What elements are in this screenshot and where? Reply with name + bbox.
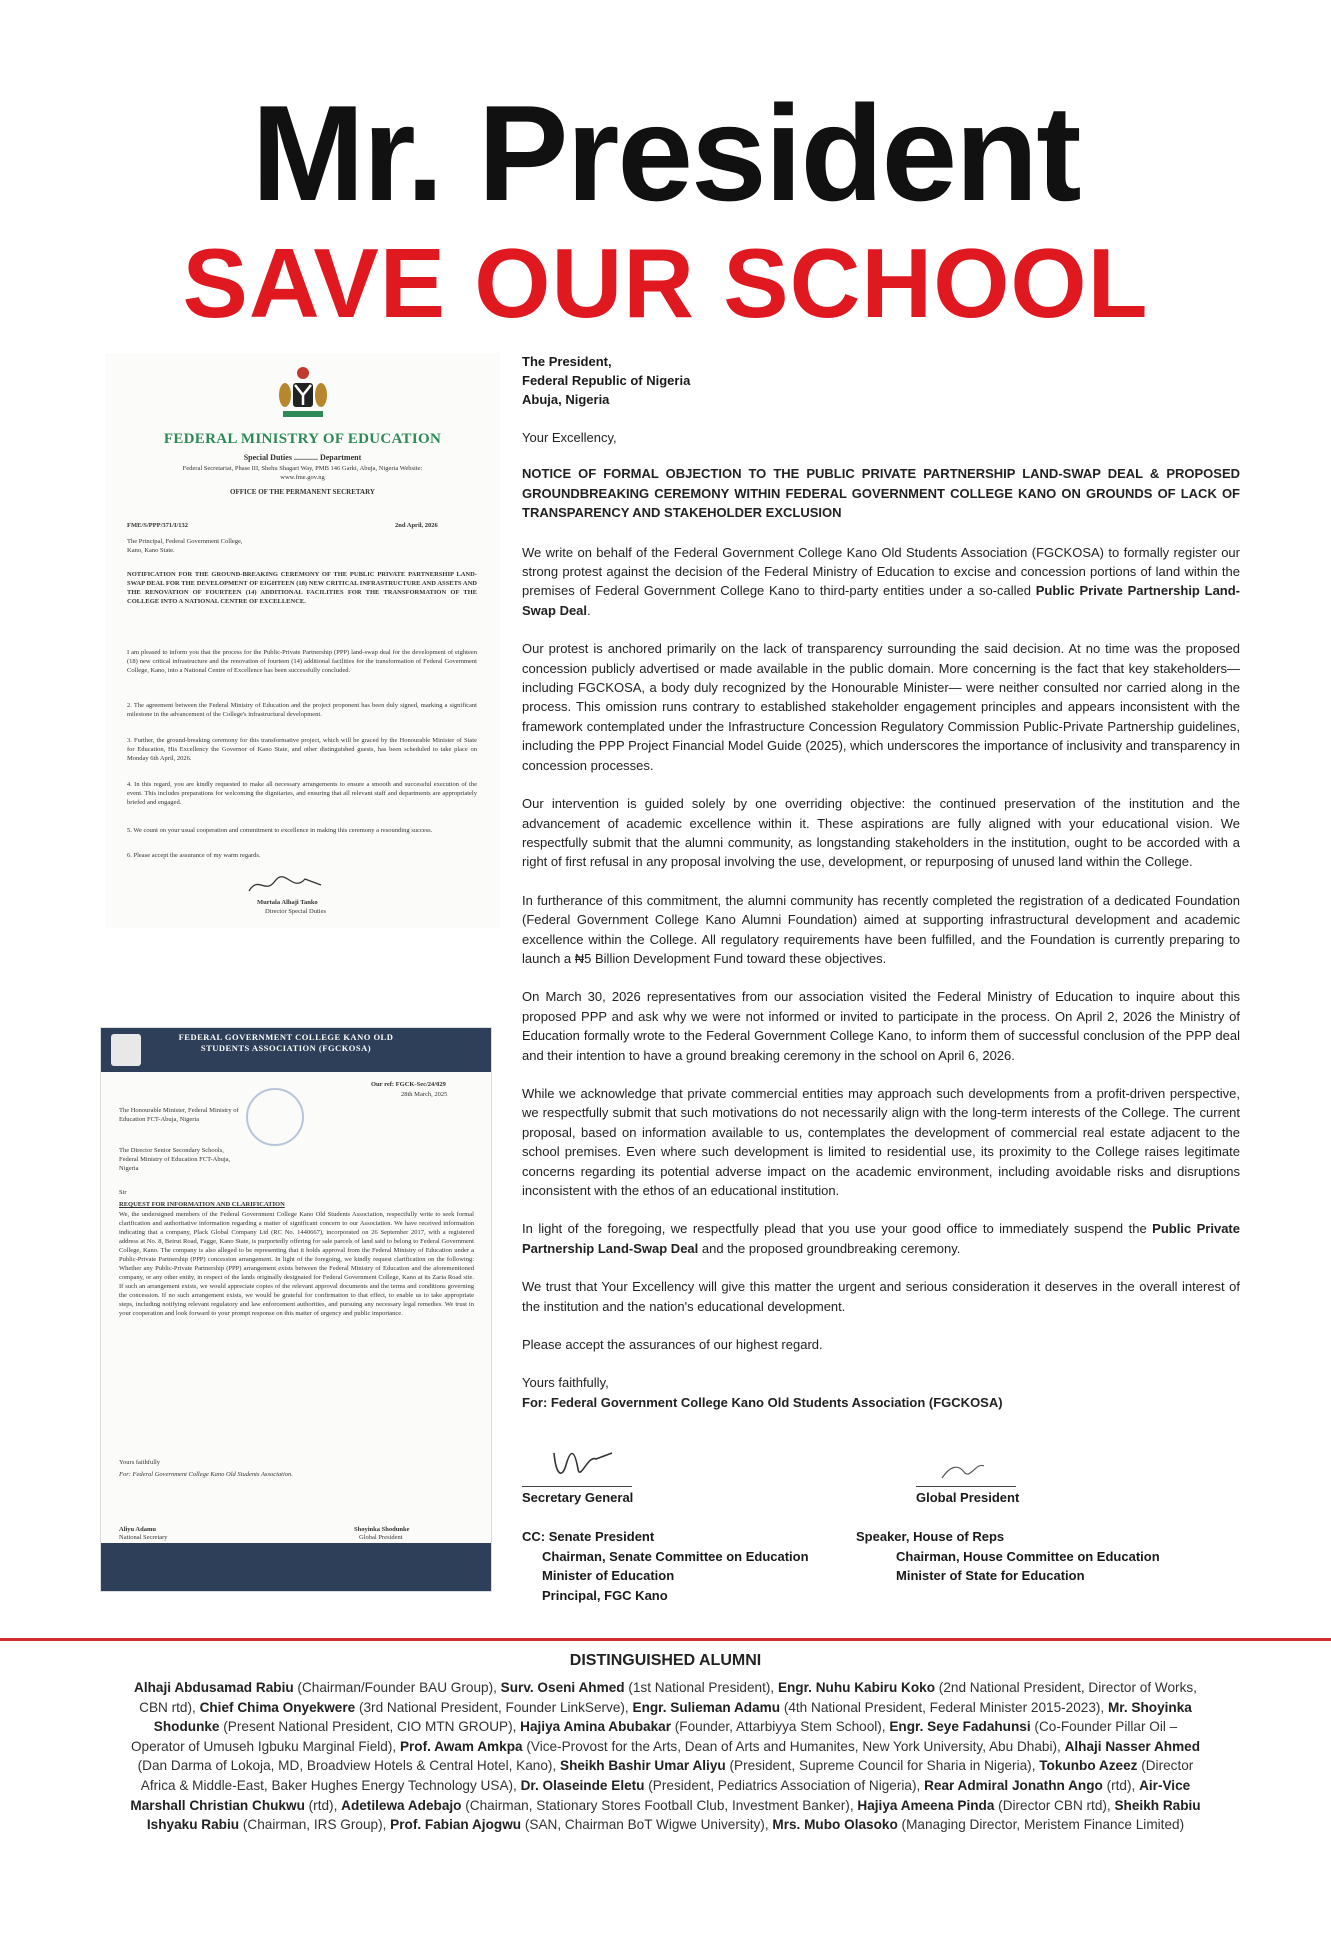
cc-right-head: Speaker, House of Reps (856, 1529, 1005, 1544)
fgckosa-signer-2-title: Global President (359, 1534, 403, 1541)
alumni-role: (Vice-Provost for the Arts, Dean of Arts and Humanites, New York University, Abu Dhabi), (522, 1738, 1065, 1754)
alumni-role: (Founder, Attarbiyya Stem School), (671, 1719, 890, 1735)
president-signature-line (916, 1486, 1016, 1487)
letter-subject: NOTICE OF FORMAL OBJECTION TO THE PUBLIC PRIVATE PARTNERSHIP LAND-SWAP DEAL & PROPOSED GROUNDBREAKING CEREMONY WITHIN FEDERAL GOVERNMENT COLLEGE KANO ON GROUNDS OF LACK OF TRANSPARENCY AND STAKEHOLDER EXCLUSION (522, 466, 1240, 521)
alumni-name: Dr. Olaseinde Eletu (520, 1777, 645, 1793)
para-1: We write on behalf of the Federal Government College Kano Old Students Association (FGCKOSA) to formally register our strong protest against the decision of the Federal Ministry of Education to excise and concession portions of land within the premises of Federal Government College Kano to third-party entities under a so-called Public Private Partnership Land-Swap Deal. (522, 544, 1241, 618)
letter-body (522, 428, 1240, 1412)
alumni-list (130, 1678, 1201, 1835)
salutation: Your Excellency, (522, 430, 617, 445)
cc-left-block (522, 1527, 809, 1605)
alumni-name: Hajiya Ameena Pinda (857, 1797, 995, 1813)
fgckosa-recipient-2: The Director Senior Secondary Schools, Federal Ministry of Education FCT-Abuja, Nigeria (119, 1147, 231, 1172)
ministry-para-2: 2. The agreement between the Federal Ministry of Education and the project proponent has been duly signed, marking a significant milestone in the advancement of the College's infrastructural development. (127, 702, 477, 718)
cc-item: Minister of Education (542, 1568, 675, 1583)
received-stamp-icon (246, 1088, 304, 1146)
letter-for: For: Federal Government College Kano Old Students Association (FGCKOSA) (522, 1394, 1003, 1410)
address-line-2: Federal Republic of Nigeria (522, 373, 691, 388)
ministry-signer: Murtala Alhaji Tanko (257, 899, 318, 906)
alumni-name: Rear Admiral Jonathn Ango (924, 1777, 1103, 1793)
alumni-name: Alhaji Abdusamad Rabiu (134, 1680, 294, 1695)
fgckosa-banner-title: FEDERAL GOVERNMENT COLLEGE KANO OLD STUDENTS ASSOCIATION (FGCKOSA) (178, 1032, 394, 1053)
fgckosa-logo-icon (111, 1034, 141, 1066)
section-divider (0, 1638, 1331, 1641)
ministry-para-1: I am pleased to inform you that the process for the Public-Private Partnership (PPP) land-swap deal for the development of eighteen (18) new critical infrastructure and the renovation of fourteen (14) additional facilities for the transformation of Federal Government College, Kano, into a National Centre of Excellence has been successfully concluded. (127, 649, 477, 674)
alumni-name: Surv. Oseni Ahmed (500, 1680, 625, 1695)
fgckosa-signer-1: Aliyu Adamu (119, 1526, 157, 1533)
ministry-name: FEDERAL MINISTRY OF EDUCATION (163, 431, 442, 447)
ministry-ref: FME/S/PPP/371/I/132 (127, 522, 189, 529)
ministry-para-5: 5. We count on your usual cooperation and commitment to excellence in making this ceremony a resounding success. (127, 827, 433, 834)
alumni-name: Air-Vice Marshall Christian Chukwu (130, 1777, 1191, 1813)
ministry-recipient: The Principal, Federal Government College, Kano, Kano State. (127, 538, 243, 554)
ministry-address: Federal Secretariat, Phase III, Shehu Shagari Way, PMB 146 Garki, Abuja, Nigeria Website: www.fme.gov.ng (182, 465, 423, 481)
secretary-signature-line (522, 1486, 632, 1487)
ppp-deal-emphasis-2: Public Private Partnership Land-Swap Deal (522, 1221, 1240, 1256)
fgckosa-banner (101, 1028, 491, 1072)
alumni-role: (Dan Darma of Lokoja, MD, Broadview Hotels & Central Hotel, Kano), (137, 1758, 560, 1774)
ministry-letter-scan (105, 353, 500, 928)
ministry-para-6: 6. Please accept the assurance of my warm regards. (127, 852, 261, 859)
ministry-date: 2nd April, 2026 (395, 522, 438, 529)
para-6: While we acknowledge that private commercial entities may approach such developments from a profit-driven perspective, we respectfully submit that such motivations do not necessarily align with the long-term interests of the College. The current proposal, based on information available to us, contemplates the development of commercial real estate adjacent to the school premises. Even where such development is limited to residential use, its proximity to the College raises legitimate concerns regarding its potential adverse impact on the academic environment, including avoidable risks and disruptions inconsistent with the ethos of an educational institution. (522, 1085, 1240, 1198)
alumni-name: Engr. Sulieman Adamu (632, 1699, 781, 1715)
nigeria-coat-of-arms-icon (275, 365, 331, 423)
ministry-para-4: 4. In this regard, you are kindly requested to make all necessary arrangements to ensure a smooth and successful execution of the event. This includes preparations for welcoming the dignitaries, and ensuring that all relevant staff and departments are appropriately briefed and engaged. (127, 781, 477, 806)
alumni-name: Mr. Shoyinka Shodunke (153, 1699, 1192, 1735)
para-8: We trust that Your Excellency will give this matter the urgent and serious consideration it deserves in the overall interest of the institution and the nation's educational development. (522, 1279, 1240, 1314)
fgckosa-subject: REQUEST FOR INFORMATION AND CLARIFICATION (119, 1201, 285, 1208)
fgckosa-ref: Our ref: FGCK-Sec/24/029 (371, 1081, 446, 1088)
alumni-role: (SAN, Chairman BoT Wigwe University), (521, 1817, 773, 1833)
fgckosa-salutation: Sir (119, 1189, 127, 1196)
cc-item: Chairman, Senate Committee on Education (542, 1548, 809, 1564)
alumni-role: (President, Supreme Council for Sharia in Nigeria), (725, 1758, 1040, 1774)
para-2: Our protest is anchored primarily on the lack of transparency surrounding the said decision. At no time was the proposed concession publicly advertised or made available in the public domain. More concerning is the fact that key stakeholders—including FGCKOSA, a body duly recognized by the Honourable Minister— were neither consulted nor carried along in the process. This omission runs contrary to established stakeholder engagement principles and appears inconsistent with the framework contemplated under the Infrastructure Concession Regulatory Commission Public-Private Partnership guidelines, including the PPP Project Financial Model Guide (2025), which underscores the importance of inclusivity and transparency in concession processes. (522, 641, 1240, 773)
alumni-role: (Managing Director, Meristem Finance Limited) (897, 1817, 1185, 1833)
alumni-role: (Director Africa & Middle-East, Baker Hughes Energy Technology USA), (140, 1758, 1194, 1793)
address-line-1: The President, (522, 354, 612, 369)
global-president-label: Global President (916, 1490, 1020, 1505)
alumni-name: Sheikh Bashir Umar Aliyu (560, 1758, 726, 1774)
alumni-name: Engr. Seye Fadahunsi (889, 1719, 1031, 1735)
cc-item: Principal, FGC Kano (542, 1587, 668, 1603)
para-9: Please accept the assurances of our highest regard. (522, 1337, 823, 1353)
fgckosa-signer-1-title: National Secretary (119, 1534, 168, 1541)
address-line-3: Abuja, Nigeria (522, 392, 610, 407)
letter-address (522, 352, 690, 409)
alumni-name: Adetilewa Adebajo (341, 1797, 462, 1813)
cc-right-block (856, 1527, 1160, 1586)
secretary-signature-icon (548, 1445, 618, 1485)
secretary-general-label: Secretary General (522, 1490, 634, 1505)
alumni-role: (rtd), (304, 1797, 342, 1813)
para-7: In light of the foregoing, we respectfully plead that you use your good office to immediately suspend the Public Private Partnership Land-Swap Deal and the proposed groundbreaking ceremony. (522, 1221, 1240, 1256)
alumni-role: (4th National President, Federal Minister 2015-2023), (780, 1699, 1108, 1715)
ministry-signature-icon (245, 873, 325, 897)
alumni-role: (Chairman/Founder BAU Group), (293, 1680, 501, 1695)
ministry-department: Special Duties ............ Department (243, 453, 362, 462)
alumni-name: Hajiya Amina Abubakar (520, 1719, 671, 1735)
cc-label: CC: Senate President (522, 1529, 655, 1544)
ministry-subject: NOTIFICATION FOR THE GROUND-BREAKING CEREMONY OF THE PUBLIC PRIVATE PARTNERSHIP LAND-SWAP DEAL FOR THE DEVELOPMENT OF EIGHTEEN (18) NEW CRITICAL INFRASTRUCTURE AND ASSETS AND THE RENOVATION OF FOURTEEN (14) ADDITIONAL FACILITIES FOR THE TRANSFORMATION OF THE COLLEGE INTO A NATIONAL CENTRE OF EXCELLENCE. (127, 571, 477, 605)
para-3: Our intervention is guided solely by one overriding objective: the continued preservation of the institution and the advancement of academic excellence within it. These aspirations are fully aligned with your educational vision. We respectfully submit that the alumni community, as longstanding stakeholders in the institution, ought to be accorded with a right of first refusal in any proposal involving the use, development, or repurposing of unused land within the College. (522, 796, 1240, 870)
alumni-name: Prof. Awam Amkpa (399, 1738, 523, 1754)
alumni-name: Tokunbo Azeez (1039, 1758, 1138, 1774)
para-5: On March 30, 2026 representatives from our association visited the Federal Ministry of Education to inquire about this proposed PPP and ask why we were not informed or invited to participate in the process. On April 2, 2026 the Ministry of Education formally wrote to the Federal Government College Kano, to inform them of successful conclusion of the PPP deal and their intention to have a ground breaking ceremony in the school on April 6, 2026. (522, 989, 1240, 1063)
alumni-role: (3rd National President, Founder LinkServe), (355, 1699, 633, 1715)
fgckosa-close: Yours faithfully (119, 1459, 161, 1466)
cc-item: Minister of State for Education (896, 1568, 1085, 1583)
alumni-name: Engr. Nuhu Kabiru Koko (777, 1680, 936, 1695)
alumni-role: (Chairman, Stationary Stores Football Club, Investment Banker), (461, 1797, 858, 1813)
president-signature-icon (938, 1458, 988, 1484)
fgckosa-footer (101, 1543, 491, 1591)
ministry-para-3: 3. Further, the ground-breaking ceremony for this transformative project, which will be graced by the Honourable Minister of State for Education, His Excellency the Governor of Kano State, and other distinguished guests, has been scheduled to take place on Monday 6th April, 2026. (127, 737, 477, 762)
alumni-role: (President, Pediatrics Association of Nigeria), (644, 1777, 925, 1793)
fgckosa-recipient-1: The Honourable Minister, Federal Ministry of Education FCT-Abuja, Nigeria (119, 1107, 239, 1123)
ppp-deal-emphasis: Public Private Partnership Land-Swap Deal (522, 583, 1241, 618)
fgckosa-date: 28th March, 2025 (401, 1091, 448, 1098)
cc-item: Chairman, House Committee on Education (896, 1548, 1160, 1564)
alumni-role: (Chairman, IRS Group), (239, 1817, 391, 1833)
alumni-role: (2nd National President, Director of Works, CBN rtd), (139, 1680, 1197, 1715)
para-4: In furtherance of this commitment, the alumni community has recently completed the registration of a dedicated Foundation (Federal Government College Kano Alumni Foundation) aimed at supporting infrastructural development and academic excellence within the College. All regulatory requirements have been fulfilled, and the Foundation is currently preparing to launch a ₦5 Billion Development Fund toward these objectives. (522, 892, 1240, 966)
ministry-signer-title: Director Special Duties (265, 908, 327, 915)
alumni-role: (Co-Founder Pillar Oil – Operator of Umuseh Igbuku Marginal Field), (130, 1719, 1178, 1754)
letter-close: Yours faithfully, (522, 1375, 609, 1391)
alumni-name: Sheikh Rabiu Ishyaku Rabiu (146, 1797, 1201, 1833)
alumni-name: Alhaji Nasser Ahmed (1064, 1738, 1201, 1754)
fgckosa-signer-2: Shoyinka Shodunke (354, 1526, 410, 1533)
alumni-name: Prof. Fabian Ajogwu (390, 1817, 522, 1833)
headline-title: Mr. President (251, 77, 1080, 229)
fgckosa-body: We, the undersigned members of the Federal Government College Kano Old Students Association, respectfully write to seek formal clarification and authoritative information regarding a matter of significant concern to our Association. We have received information indicating that a company, Plack Global Company Ltd (RC No. 1440667), incorporated on 26 September 2017, with a registered address at No. 8, Beirut Road, Fagge, Kano State, is purportedly offering for sale parcels of land said to belong to Federal Government College, Kano. The company is also alleged to be representing that it holds approval from the Federal Ministry of Education under a Public-Private Partnership (PPP) concession arrangement. In light of the foregoing, we kindly request clarification on the following: Whether any Public-Private Partnership (PPP) arrangement exists between the Federal Ministry of Education and the aforementioned company, or any other entity, in respect of the lands originally designated for Federal Government College, Kano at its Zaria Road site. If such an arrangement exists, we would appreciate copies of the relevant approval documents and the terms and conditions governing the concession. If no such arrangement exists, we would be grateful for confirmation to that effect, to enable us to take appropriate steps, including notifying relevant regulatory and law enforcement authorities, and pursuing any necessary legal remedies. We trust in your cooperation and look forward to your prompt response on this matter of urgency and public importance. (119, 1211, 474, 1317)
fgckosa-letter-scan (100, 1027, 492, 1592)
alumni-role: (1st National President), (624, 1680, 778, 1695)
alumni-title: DISTINGUISHED ALUMNI (569, 1652, 762, 1669)
office-title: OFFICE OF THE PERMANENT SECRETARY (230, 488, 375, 496)
alumni-role: (Present National President, CIO MTN GROUP), (219, 1719, 521, 1735)
alumni-role: (rtd), (1102, 1777, 1140, 1793)
alumni-role: (Director CBN rtd), (994, 1797, 1115, 1813)
headline-subtitle: SAVE OUR SCHOOL (182, 228, 1149, 338)
alumni-name: Chief Chima Onyekwere (199, 1699, 356, 1715)
alumni-name: Mrs. Mubo Olasoko (772, 1817, 898, 1833)
fgckosa-for: For: Federal Government College Kano Old Students Association. (119, 1471, 293, 1478)
